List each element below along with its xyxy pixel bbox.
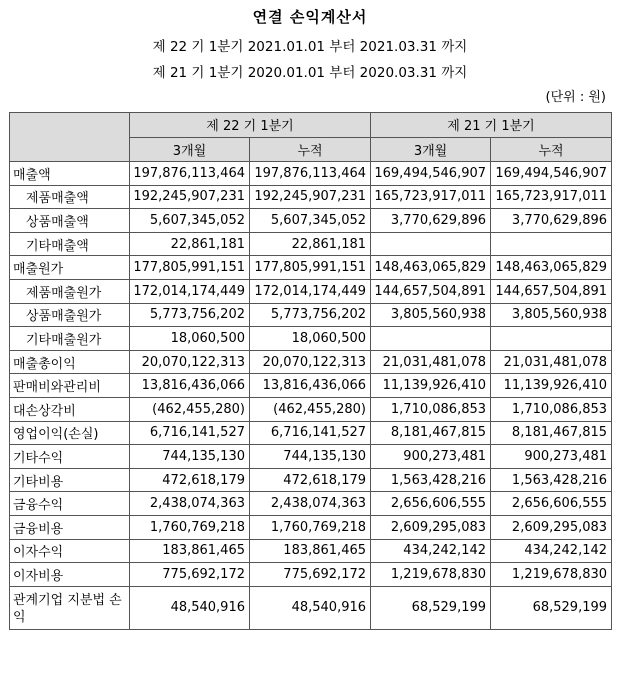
period-current: 제 22 기 1분기 2021.01.01 부터 2021.03.31 까지 — [152, 39, 468, 55]
prior-cumulative-value: 434,242,142 — [491, 539, 612, 563]
current-3month-value: 197,876,113,464 — [130, 162, 250, 186]
statement-title: 연결 손익계산서 — [252, 8, 368, 26]
header-prior-period: 제 21 기 1분기 — [371, 113, 612, 138]
current-cumulative-value: 48,540,916 — [250, 586, 371, 629]
prior-cumulative-value: 148,463,065,829 — [491, 256, 612, 280]
header-prior-cumulative: 누적 — [491, 137, 612, 162]
prior-3month-value: 8,181,467,815 — [371, 421, 491, 445]
prior-3month-value: 2,656,606,555 — [371, 492, 491, 516]
prior-3month-value — [371, 327, 491, 351]
current-3month-value: 5,773,756,202 — [130, 303, 250, 327]
row-label: 금융비용 — [10, 515, 130, 539]
row-label: 매출원가 — [10, 256, 130, 280]
row-label: 제품매출액 — [10, 185, 130, 209]
current-3month-value: 183,861,465 — [130, 539, 250, 563]
current-3month-value: 18,060,500 — [130, 327, 250, 351]
table-row — [10, 397, 612, 421]
current-cumulative-value: 22,861,181 — [250, 232, 371, 256]
prior-cumulative-value: 1,563,428,216 — [491, 468, 612, 492]
current-3month-value: 192,245,907,231 — [130, 185, 250, 209]
prior-3month-value: 1,563,428,216 — [371, 468, 491, 492]
current-cumulative-value: 775,692,172 — [250, 563, 371, 587]
row-label: 기타매출액 — [10, 232, 130, 256]
prior-3month-value: 165,723,917,011 — [371, 185, 491, 209]
prior-3month-value: 144,657,504,891 — [371, 279, 491, 303]
prior-cumulative-value: 11,139,926,410 — [491, 374, 612, 398]
income-statement-table — [9, 112, 612, 630]
prior-3month-value: 3,805,560,938 — [371, 303, 491, 327]
prior-cumulative-value: 169,494,546,907 — [491, 162, 612, 186]
prior-3month-value: 21,031,481,078 — [371, 350, 491, 374]
row-label: 매출총이익 — [10, 350, 130, 374]
prior-cumulative-value: 68,529,199 — [491, 586, 612, 629]
prior-3month-value: 68,529,199 — [371, 586, 491, 629]
prior-3month-value — [371, 232, 491, 256]
table-row — [10, 209, 612, 233]
table-row — [10, 421, 612, 445]
table-row — [10, 279, 612, 303]
row-label: 이자수익 — [10, 539, 130, 563]
current-cumulative-value: 13,816,436,066 — [250, 374, 371, 398]
current-cumulative-value: 192,245,907,231 — [250, 185, 371, 209]
current-cumulative-value: 5,773,756,202 — [250, 303, 371, 327]
current-3month-value: 22,861,181 — [130, 232, 250, 256]
current-cumulative-value: 177,805,991,151 — [250, 256, 371, 280]
header-current-3month: 3개월 — [130, 137, 250, 162]
table-row — [10, 185, 612, 209]
prior-cumulative-value: 1,710,086,853 — [491, 397, 612, 421]
current-cumulative-value: (462,455,280) — [250, 397, 371, 421]
table-row — [10, 162, 612, 186]
unit-label: (단위 : 원) — [545, 90, 606, 105]
current-cumulative-value: 2,438,074,363 — [250, 492, 371, 516]
prior-cumulative-value: 1,219,678,830 — [491, 563, 612, 587]
table-row — [10, 327, 612, 351]
row-label: 기타비용 — [10, 468, 130, 492]
current-cumulative-value: 197,876,113,464 — [250, 162, 371, 186]
current-3month-value: 6,716,141,527 — [130, 421, 250, 445]
prior-cumulative-value — [491, 232, 612, 256]
current-cumulative-value: 183,861,465 — [250, 539, 371, 563]
header-current-period: 제 22 기 1분기 — [130, 113, 371, 138]
current-3month-value: 5,607,345,052 — [130, 209, 250, 233]
current-cumulative-value: 18,060,500 — [250, 327, 371, 351]
row-label: 기타매출원가 — [10, 327, 130, 351]
row-label: 기타수익 — [10, 445, 130, 469]
table-row — [10, 539, 612, 563]
current-cumulative-value: 744,135,130 — [250, 445, 371, 469]
table-row — [10, 468, 612, 492]
row-label: 영업이익(손실) — [10, 421, 130, 445]
prior-3month-value: 169,494,546,907 — [371, 162, 491, 186]
current-3month-value: (462,455,280) — [130, 397, 250, 421]
current-cumulative-value: 6,716,141,527 — [250, 421, 371, 445]
current-3month-value: 744,135,130 — [130, 445, 250, 469]
header-corner — [10, 113, 130, 162]
table-row — [10, 445, 612, 469]
prior-3month-value: 1,219,678,830 — [371, 563, 491, 587]
table-row — [10, 350, 612, 374]
prior-cumulative-value: 3,805,560,938 — [491, 303, 612, 327]
prior-3month-value: 434,242,142 — [371, 539, 491, 563]
current-3month-value: 172,014,174,449 — [130, 279, 250, 303]
row-label: 상품매출액 — [10, 209, 130, 233]
prior-3month-value: 148,463,065,829 — [371, 256, 491, 280]
prior-cumulative-value: 21,031,481,078 — [491, 350, 612, 374]
row-label: 판매비와관리비 — [10, 374, 130, 398]
current-cumulative-value: 20,070,122,313 — [250, 350, 371, 374]
current-cumulative-value: 5,607,345,052 — [250, 209, 371, 233]
prior-cumulative-value: 165,723,917,011 — [491, 185, 612, 209]
row-label: 대손상각비 — [10, 397, 130, 421]
row-label: 상품매출원가 — [10, 303, 130, 327]
table-row — [10, 232, 612, 256]
prior-3month-value: 11,139,926,410 — [371, 374, 491, 398]
row-label: 매출액 — [10, 162, 130, 186]
period-prior: 제 21 기 1분기 2020.01.01 부터 2020.03.31 까지 — [152, 65, 468, 81]
table-row — [10, 515, 612, 539]
prior-cumulative-value: 900,273,481 — [491, 445, 612, 469]
prior-3month-value: 2,609,295,083 — [371, 515, 491, 539]
current-3month-value: 48,540,916 — [130, 586, 250, 629]
table-row — [10, 303, 612, 327]
prior-cumulative-value: 144,657,504,891 — [491, 279, 612, 303]
current-3month-value: 775,692,172 — [130, 563, 250, 587]
current-cumulative-value: 172,014,174,449 — [250, 279, 371, 303]
prior-cumulative-value: 2,609,295,083 — [491, 515, 612, 539]
current-3month-value: 20,070,122,313 — [130, 350, 250, 374]
row-label: 금융수익 — [10, 492, 130, 516]
header-current-cumulative: 누적 — [250, 137, 371, 162]
row-label: 이자비용 — [10, 563, 130, 587]
current-3month-value: 177,805,991,151 — [130, 256, 250, 280]
table-row — [10, 256, 612, 280]
current-3month-value: 472,618,179 — [130, 468, 250, 492]
prior-cumulative-value — [491, 327, 612, 351]
current-3month-value: 13,816,436,066 — [130, 374, 250, 398]
prior-3month-value: 3,770,629,896 — [371, 209, 491, 233]
prior-3month-value: 900,273,481 — [371, 445, 491, 469]
header-prior-3month: 3개월 — [371, 137, 491, 162]
current-cumulative-value: 1,760,769,218 — [250, 515, 371, 539]
table-row — [10, 374, 612, 398]
current-3month-value: 1,760,769,218 — [130, 515, 250, 539]
current-cumulative-value: 472,618,179 — [250, 468, 371, 492]
row-label: 제품매출원가 — [10, 279, 130, 303]
prior-cumulative-value: 8,181,467,815 — [491, 421, 612, 445]
current-3month-value: 2,438,074,363 — [130, 492, 250, 516]
table-row — [10, 563, 612, 587]
row-label: 관계기업 지분법 손익 — [10, 586, 130, 629]
prior-cumulative-value: 2,656,606,555 — [491, 492, 612, 516]
table-row — [10, 492, 612, 516]
prior-cumulative-value: 3,770,629,896 — [491, 209, 612, 233]
prior-3month-value: 1,710,086,853 — [371, 397, 491, 421]
table-row — [10, 586, 612, 629]
